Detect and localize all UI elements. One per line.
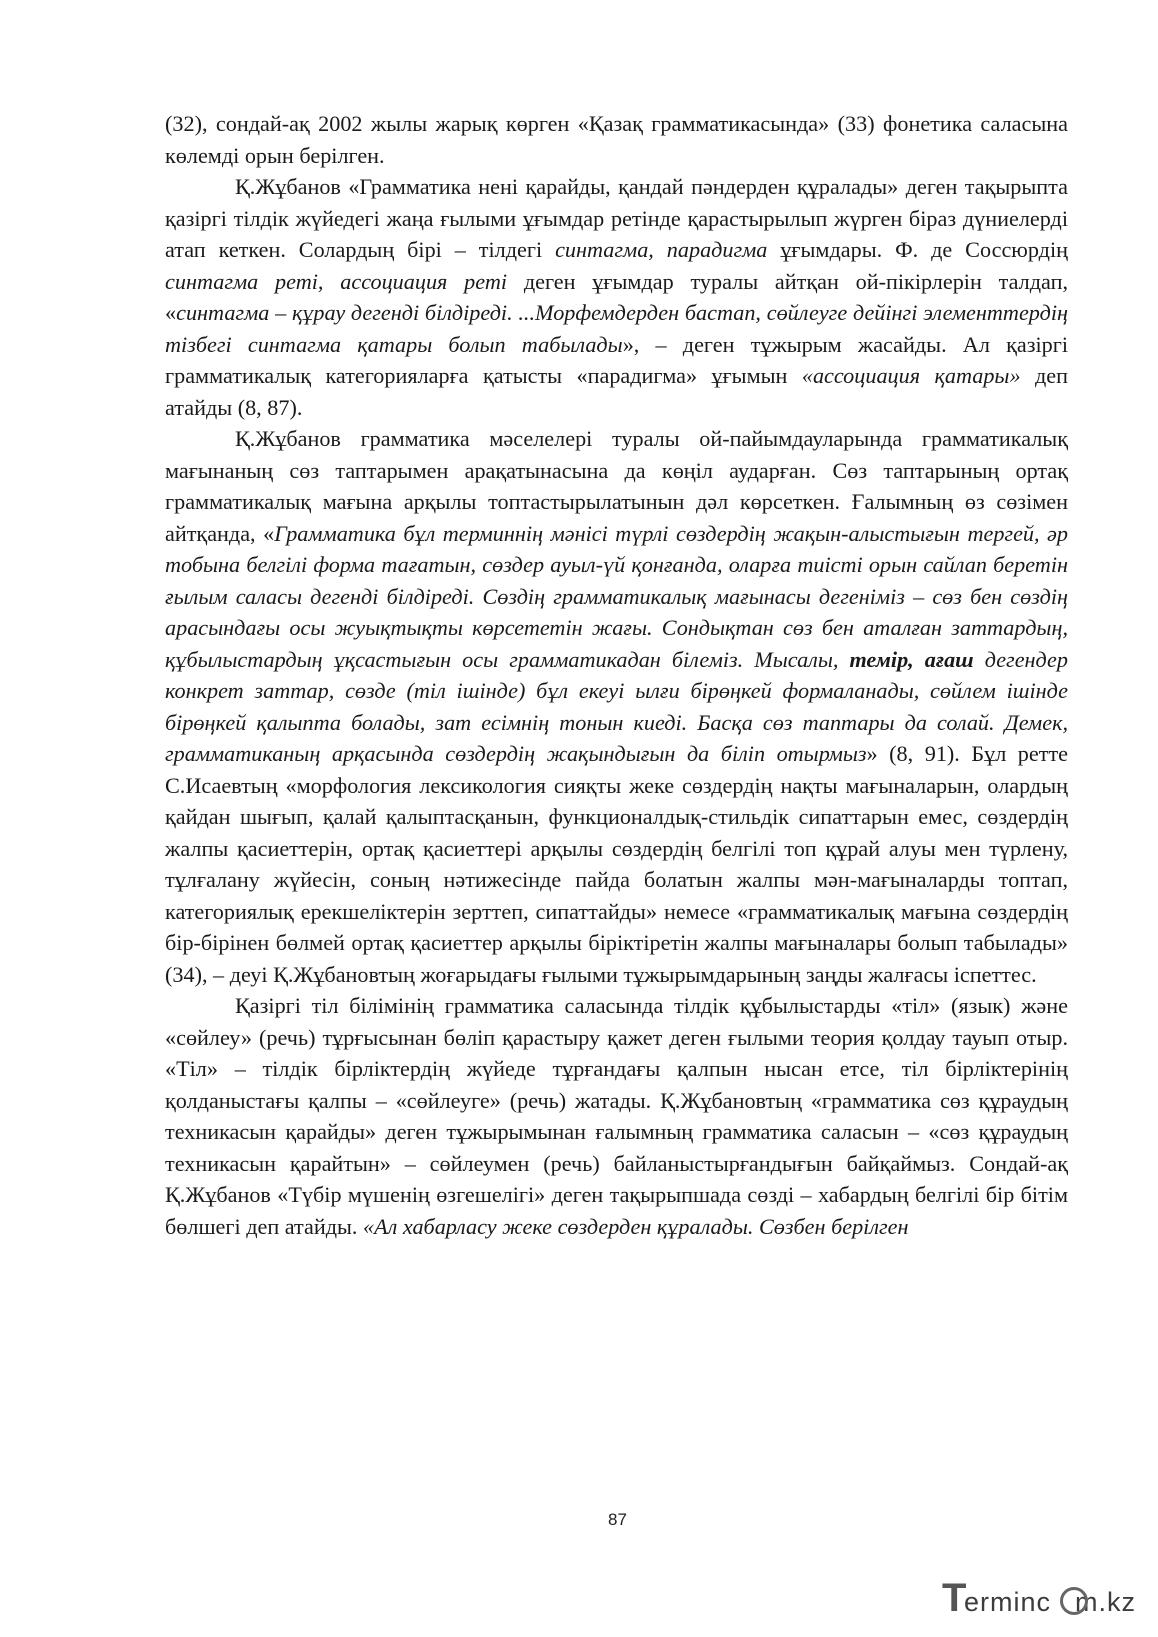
text-run: деп атайды (8, 87).	[165, 363, 1069, 420]
paragraph	[165, 990, 1068, 1242]
paragraph	[165, 108, 1068, 171]
italic-run: синтагма – құрау дегенді білдіреді. ...Морфемдерден бастап, сөйлеуге дейінгі элементтердің тізбегі синтагма қатары болып табылады	[165, 300, 1068, 357]
watermark-text	[964, 1586, 1136, 1618]
text-run: (32), сондай-ақ 2002 жылы жарық көрген «Қазақ грамматикасында» (33) фонетика саласына көлемді орын берілген.	[165, 111, 1068, 168]
text-run: деген ұғымдар туралы айтқан ой-пікірлерін талдап, «	[165, 268, 1068, 325]
text-run: Қазіргі тіл білімінің грамматика саласында тілдік құбылыстарды «тіл» (язык) және «сөйлеу» (речь) тұрғысынан бөліп қарастыру қажет деген ғылыми теория қолдау тауып отыр. «Тіл» – тілдік бірліктердің жүйеде тұрғандағы қалпын нысан етсе, тіл бірліктерінің қолданыстағы қалпы – «сөйлеуге» (речь) жатады. Қ.Жұбановтың «грамматика сөз құраудың техникасын қарайды» деген тұжырымынан ғалымның грамматика саласын – «сөз құраудың техникасын қарайтын» – сөйлеумен (речь) байланыстырғандығын байқаймыз. Сондай-ақ Қ.Жұбанов «Түбір мүшенің өзгешелігі» деген тақырыпшада сөзді – хабардың белгілі бір бітім бөлшегі деп атайды.	[165, 993, 1068, 1239]
text-run: Қ.Жұбанов грамматика мәселелері туралы ой-пайымдауларында грамматикалық мағынаның сөз таптарымен арақатынасына да көңіл аударған. Сөз таптарының ортақ грамматикалық мағына арқылы топтастырылатынын дәл көрсеткен. Ғалымның өз сөзімен айтқанда, «	[165, 426, 1068, 546]
text-run: Қ.Жұбанов «Грамматика нені қарайды, қандай пәндерден құралады» деген тақырыпта қазіргі тілдік жүйедегі жаңа ғылыми ұғымдар ретінде қарастырылып жүрген біраз дүниелерді атап кеткен. Солардың бірі – тілдегі	[165, 174, 1068, 262]
paragraph	[165, 423, 1068, 990]
italic-run: «Ал хабарласу жеке сөздерден құралады. Сөзбен берілген	[363, 1213, 909, 1239]
page-body	[165, 108, 1068, 1242]
italic-run: «ассоциация қатары»	[801, 363, 1021, 388]
watermark-text-a: erminc	[964, 1587, 1052, 1617]
italic-run: Грамматика бұл терминнің мәнісі түрлі сөздердің жақын-алыстығын тергей, әр тобына белгілі форма тағатын, сөздер ауыл-үй қонғанда, оларға тиісті орын сайлап беретін ғылым саласы дегенді білдіреді. Сөздің грамматикалық мағынасы дегеніміз – сөз бен сөздің арасындағы осы жуықтықты көрсететін жағы. Сондықтан сөз бен аталған заттардың, құбылыстардың ұқсастығын осы грамматикадан білеміз. Мысалы,	[165, 520, 1068, 672]
text-run: ұғымдары. Ф. де Соссюрдің	[767, 237, 1068, 262]
page-number: 87	[608, 1510, 627, 1529]
paragraph	[165, 171, 1068, 423]
watermark-text-b: m.kz	[1075, 1587, 1137, 1617]
termincom-watermark-logo	[942, 1578, 1148, 1624]
italic-run: синтагма реті, ассоциация реті	[165, 268, 508, 294]
text-run: » (8, 91). Бұл ретте С.Исаевтың «морфология лексикология сияқты жеке сөздердің нақты мағыналарын, олардың қайдан шығып, қалай қалыптасқанын, функционалдық-стильдік сипаттарын емес, сөздердің жалпы қасиеттерін, ортақ қасиеттері арқылы сөздердің белгілі топ құрай алуы мен түрлену, тұлғалану жүйесін, соның нәтижесінде пайда болатын жалпы мән-мағыналарды топтап, категориялық ерекшеліктерін зерттеп, сипаттайды» немесе «грамматикалық мағына сөздердің бір-бірінен бөлмей ортақ қасиеттер арқылы біріктіретін жалпы мағыналары болып табылады» (34), – деуі Қ.Жұбановтың жоғарыдағы ғылыми тұжырымдарының заңды жалғасы іспеттес.	[165, 741, 1068, 987]
watermark-letter-t: T	[942, 1576, 967, 1620]
italic-run: дегендер конкрет заттар, сөзде (тіл ішінде) бұл екеуі ылғи бірөңкей формаланады, сөйлем ішінде бірөңкей қалыпта болады, зат есімнің тонын киеді. Басқа сөз таптары да солай. Демек, грамматиканың арқасында сөздердің жақындығын да біліп отырмыз	[165, 646, 1068, 766]
italic-run: синтагма, парадигма	[555, 237, 768, 262]
bold-italic-run: темір, ағаш	[849, 646, 974, 672]
watermark-ring-icon	[1060, 1587, 1088, 1615]
text-run: », – деген тұжырым жасайды. Ал қазіргі грамматикалық категорияларға қатысты «парадигма» ұғымын	[165, 331, 1068, 388]
